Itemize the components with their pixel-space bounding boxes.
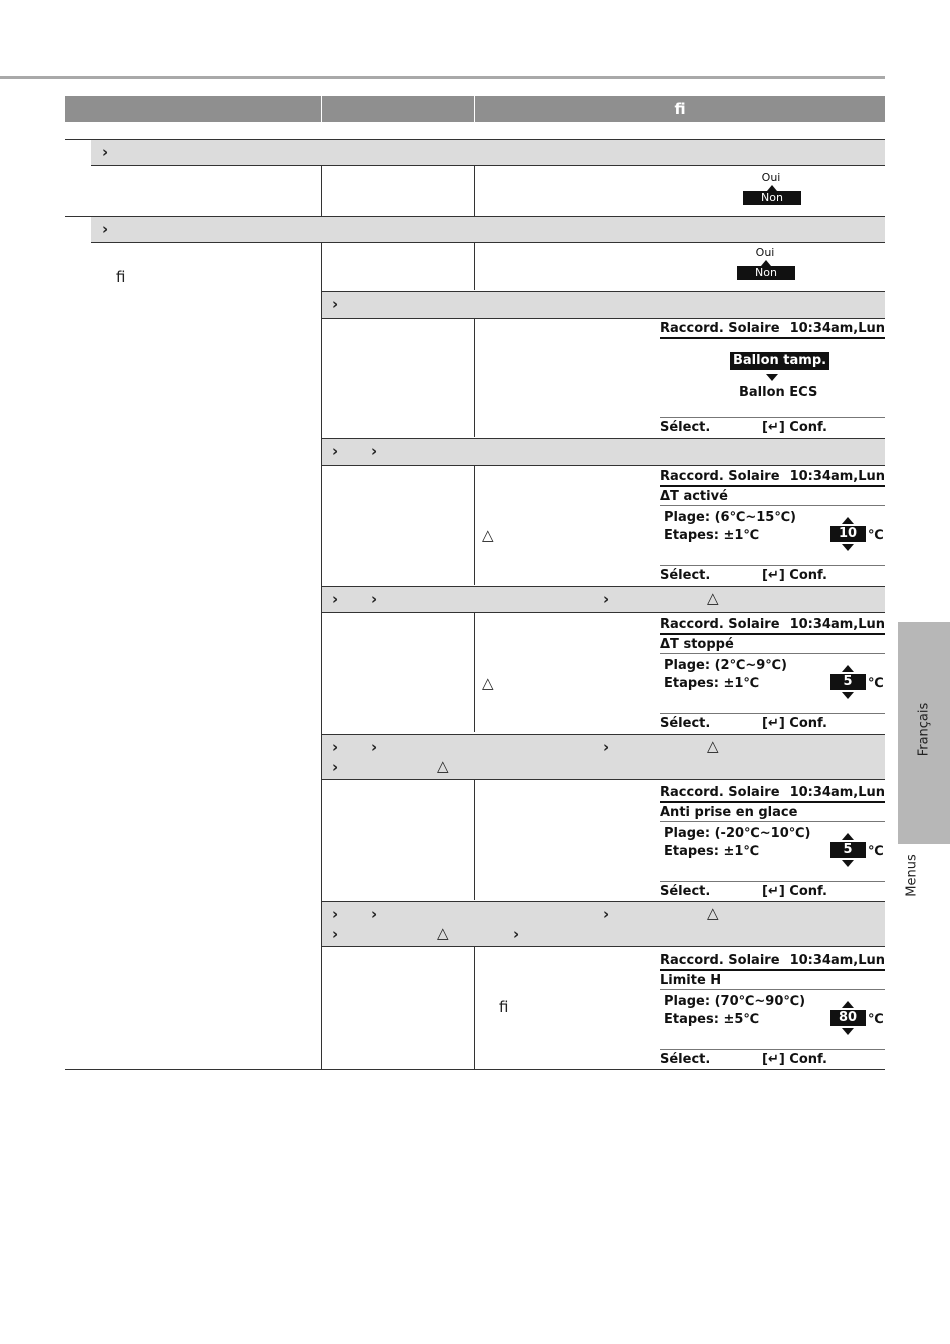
arrow-up-icon[interactable] [842, 665, 854, 672]
chevron-right-icon: › [332, 295, 339, 313]
col-divider [474, 243, 475, 290]
col-divider [474, 612, 475, 732]
table-header-col1 [65, 96, 321, 122]
lcd-screen-1 [660, 321, 885, 436]
range-text: Plage: (6℃~15℃) [664, 510, 796, 525]
lcd-footer [660, 565, 885, 584]
range-text: Plage: (-20℃~10℃) [664, 826, 811, 841]
lcd-title-text: Raccord. Solaire [660, 321, 780, 336]
value-box[interactable]: 80 [830, 1010, 866, 1026]
delta-icon: △ [437, 924, 449, 942]
top-rule [0, 76, 885, 79]
lcd-title-text: Raccord. Solaire [660, 953, 780, 968]
arrow-down-icon[interactable] [842, 544, 854, 551]
lcd-subtitle: Limite H [660, 973, 885, 990]
footer-select: Sélect. [660, 884, 711, 899]
lcd-clock: 10:34am,Lun [789, 617, 885, 632]
arrow-down-icon[interactable] [842, 1028, 854, 1035]
footer-confirm: [↵] Conf. [762, 1052, 827, 1067]
unit-label: ℃ [868, 676, 884, 691]
arrow-down-icon[interactable] [842, 692, 854, 699]
table-header-col3 [475, 96, 885, 122]
delta-icon: △ [707, 737, 719, 755]
oui-non-selector[interactable] [741, 171, 803, 205]
footer-confirm: [↵] Conf. [762, 420, 827, 435]
chevron-right-icon: › [603, 905, 610, 923]
lcd-screen-2 [660, 469, 885, 584]
chevron-right-icon: › [102, 220, 109, 238]
chevron-right-icon: › [332, 590, 339, 608]
lcd-screen-3 [660, 617, 885, 732]
lcd-title [660, 785, 885, 803]
lcd-subtitle: Anti prise en glace [660, 805, 885, 822]
row-divider [91, 242, 885, 243]
range-text: Plage: (70℃~90℃) [664, 994, 806, 1009]
header-glyph: ﬁ [674, 100, 686, 118]
sub-bar-5 [322, 901, 885, 947]
chevron-right-icon: › [513, 925, 520, 943]
lcd-screen-4 [660, 785, 885, 900]
lcd-clock: 10:34am,Lun [789, 321, 885, 336]
sub-bar-4 [322, 734, 885, 780]
sub-bar-3 [322, 586, 885, 613]
chevron-right-icon: › [371, 590, 378, 608]
delta-icon: △ [437, 757, 449, 775]
delta-icon: △ [482, 674, 494, 692]
lcd-title [660, 469, 885, 487]
arrow-up-icon[interactable] [842, 833, 854, 840]
lcd-title-text: Raccord. Solaire [660, 469, 780, 484]
lcd-clock: 10:34am,Lun [789, 785, 885, 800]
lcd-subtitle: ΔT activé [660, 489, 885, 506]
arrow-up-icon[interactable] [842, 1001, 854, 1008]
arrow-down-icon [766, 374, 778, 381]
lcd-screen-5 [660, 953, 885, 1068]
lcd-title-text: Raccord. Solaire [660, 785, 780, 800]
col-divider [474, 465, 475, 585]
option-non: Non [737, 266, 795, 280]
delta-icon: △ [707, 904, 719, 922]
unit-label: ℃ [868, 1012, 884, 1027]
chevron-right-icon: › [332, 905, 339, 923]
side-tab-section-label: Menus [904, 854, 920, 897]
col-divider [474, 946, 475, 1069]
oui-non-selector[interactable] [735, 246, 797, 280]
step-text: Etapes: ±1℃ [664, 676, 760, 691]
lcd-clock: 10:34am,Lun [789, 469, 885, 484]
lcd-title [660, 617, 885, 635]
table-header-col2 [322, 96, 474, 122]
ligature-glyph: ﬁ [499, 998, 509, 1016]
ligature-glyph: ﬁ [116, 268, 126, 286]
step-text: Etapes: ±1℃ [664, 844, 760, 859]
lcd-clock: 10:34am,Lun [789, 953, 885, 968]
arrow-down-icon[interactable] [842, 860, 854, 867]
row-divider [91, 165, 885, 166]
option-other[interactable]: Ballon ECS [739, 385, 818, 400]
side-tab-language[interactable] [898, 622, 950, 844]
chevron-right-icon: › [332, 758, 339, 776]
arrow-up-icon[interactable] [842, 517, 854, 524]
step-text: Etapes: ±1℃ [664, 528, 760, 543]
lcd-footer [660, 881, 885, 900]
section-bar-1 [91, 140, 885, 165]
col-divider [474, 779, 475, 900]
footer-select: Sélect. [660, 1052, 711, 1067]
col-divider [321, 166, 322, 216]
footer-select: Sélect. [660, 716, 711, 731]
unit-label: ℃ [868, 528, 884, 543]
footer-select: Sélect. [660, 420, 711, 435]
delta-icon: △ [707, 589, 719, 607]
lcd-title-text: Raccord. Solaire [660, 617, 780, 632]
option-selected[interactable]: Ballon tamp. [730, 352, 829, 370]
footer-confirm: [↵] Conf. [762, 716, 827, 731]
chevron-right-icon: › [603, 590, 610, 608]
chevron-right-icon: › [102, 143, 109, 161]
lcd-subtitle: ΔT stoppé [660, 637, 885, 654]
sub-bar-2 [322, 438, 885, 466]
sub-bar-1 [322, 291, 885, 319]
lcd-footer [660, 713, 885, 732]
option-oui: Oui [755, 246, 775, 259]
unit-label: ℃ [868, 844, 884, 859]
chevron-right-icon: › [603, 738, 610, 756]
step-text: Etapes: ±5℃ [664, 1012, 760, 1027]
footer-confirm: [↵] Conf. [762, 884, 827, 899]
lcd-footer [660, 417, 885, 436]
col-divider [474, 317, 475, 437]
value-box[interactable]: 5 [830, 842, 866, 858]
option-oui: Oui [761, 171, 781, 184]
value-box[interactable]: 5 [830, 674, 866, 690]
col-divider [474, 166, 475, 216]
lcd-title [660, 321, 885, 339]
footer-confirm: [↵] Conf. [762, 568, 827, 583]
lcd-title [660, 953, 885, 971]
lcd-footer [660, 1049, 885, 1068]
footer-select: Sélect. [660, 568, 711, 583]
section-bar-2 [91, 217, 885, 242]
chevron-right-icon: › [371, 738, 378, 756]
delta-icon: △ [482, 526, 494, 544]
chevron-right-icon: › [332, 738, 339, 756]
value-box[interactable]: 10 [830, 526, 866, 542]
chevron-right-icon: › [371, 905, 378, 923]
side-tab-language-label: Français [916, 702, 932, 757]
side-tab-section[interactable] [898, 846, 928, 906]
range-text: Plage: (2℃~9℃) [664, 658, 787, 673]
chevron-right-icon: › [332, 925, 339, 943]
chevron-right-icon: › [371, 442, 378, 460]
chevron-right-icon: › [332, 442, 339, 460]
option-non: Non [743, 191, 801, 205]
